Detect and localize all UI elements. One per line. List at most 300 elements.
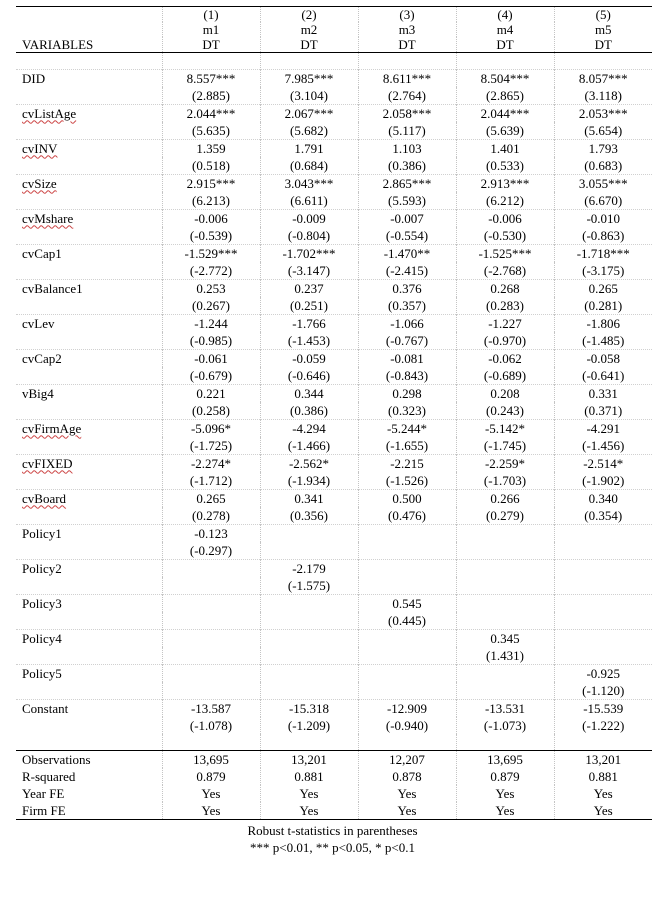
t-stat-cell — [554, 612, 652, 630]
coefficient-cell: 1.103 — [358, 140, 456, 158]
t-stat-cell: (-1.745) — [456, 437, 554, 455]
coefficient-cell: 0.340 — [554, 490, 652, 508]
t-stat-cell: (-1.725) — [162, 437, 260, 455]
t-stat-cell: (0.258) — [162, 402, 260, 420]
table-row — [16, 595, 652, 613]
t-stat-cell — [162, 682, 260, 700]
table-row — [16, 175, 652, 193]
variable-name — [16, 280, 162, 298]
coefficient-cell: -1.529*** — [162, 245, 260, 263]
t-stat-cell — [456, 577, 554, 595]
stat-name: Observations — [16, 751, 162, 769]
coefficient-cell: -0.006 — [162, 210, 260, 228]
table-row — [16, 245, 652, 263]
stat-value: Yes — [162, 802, 260, 820]
coefficient-cell: -4.291 — [554, 420, 652, 438]
coefficient-cell — [162, 560, 260, 578]
variable-name — [16, 630, 162, 648]
variable-name — [16, 315, 162, 333]
variable-name — [16, 490, 162, 508]
table-row-tstat — [16, 192, 652, 210]
column-number: (5) — [554, 7, 652, 23]
table-row — [16, 490, 652, 508]
variable-name — [16, 455, 162, 473]
coefficient-cell — [358, 630, 456, 648]
t-stat-cell: (-2.768) — [456, 262, 554, 280]
coefficient-cell: -0.007 — [358, 210, 456, 228]
t-stat-cell: (3.104) — [260, 87, 358, 105]
empty-cell — [16, 647, 162, 665]
table-row — [16, 315, 652, 333]
empty-cell — [16, 367, 162, 385]
coefficient-cell: 2.865*** — [358, 175, 456, 193]
stat-name: Firm FE — [16, 802, 162, 820]
t-stat-cell: (5.654) — [554, 122, 652, 140]
coefficient-cell: -13.587 — [162, 700, 260, 718]
model-name: m3 — [358, 22, 456, 37]
model-name: m1 — [162, 22, 260, 37]
spacer-row — [16, 53, 652, 70]
empty-cell — [16, 682, 162, 700]
t-stat-cell: (-0.539) — [162, 227, 260, 245]
coefficient-cell: -5.142* — [456, 420, 554, 438]
t-stat-cell: (0.278) — [162, 507, 260, 525]
table-row — [16, 350, 652, 368]
t-stat-cell — [358, 682, 456, 700]
t-stat-cell: (-0.863) — [554, 227, 652, 245]
variable-name — [16, 245, 162, 263]
t-stat-cell: (-1.073) — [456, 717, 554, 734]
t-stat-cell: (-1.526) — [358, 472, 456, 490]
variable-name — [16, 385, 162, 403]
coefficient-cell: 3.055*** — [554, 175, 652, 193]
variable-name — [16, 140, 162, 158]
t-stat-cell — [260, 612, 358, 630]
coefficient-cell: 8.557*** — [162, 70, 260, 88]
t-stat-cell: (1.431) — [456, 647, 554, 665]
t-stat-cell: (0.371) — [554, 402, 652, 420]
t-stat-cell — [260, 542, 358, 560]
model-name: m4 — [456, 22, 554, 37]
coefficient-cell: -0.081 — [358, 350, 456, 368]
coefficient-cell — [456, 665, 554, 683]
coefficient-cell: -0.010 — [554, 210, 652, 228]
header-empty-cell — [16, 7, 162, 23]
table-row — [16, 70, 652, 88]
table-row — [16, 700, 652, 718]
coefficient-cell — [162, 595, 260, 613]
coefficient-cell — [554, 630, 652, 648]
coefficient-cell: 1.359 — [162, 140, 260, 158]
t-stat-cell: (5.682) — [260, 122, 358, 140]
t-stat-cell: (0.518) — [162, 157, 260, 175]
t-stat-cell: (2.764) — [358, 87, 456, 105]
variable-name — [16, 700, 162, 718]
empty-cell — [16, 577, 162, 595]
coefficient-cell: 2.053*** — [554, 105, 652, 123]
coefficient-cell: -1.766 — [260, 315, 358, 333]
coefficient-cell — [456, 560, 554, 578]
coefficient-cell — [162, 630, 260, 648]
t-stat-cell: (-1.575) — [260, 577, 358, 595]
variable-label: Constant — [22, 700, 69, 716]
stat-value: 0.879 — [162, 768, 260, 785]
coefficient-cell: -1.806 — [554, 315, 652, 333]
t-stat-cell: (0.323) — [358, 402, 456, 420]
header-row-numbers — [16, 7, 652, 23]
t-stat-cell: (-1.120) — [554, 682, 652, 700]
t-stat-cell: (-3.175) — [554, 262, 652, 280]
t-stat-cell: (-0.689) — [456, 367, 554, 385]
variable-name — [16, 350, 162, 368]
stat-value: 12,207 — [358, 751, 456, 769]
variable-label: cvLev — [22, 315, 55, 331]
variable-name — [16, 175, 162, 193]
t-stat-cell: (-1.485) — [554, 332, 652, 350]
table-row-tstat — [16, 157, 652, 175]
spacer-row — [16, 734, 652, 751]
t-stat-cell: (0.356) — [260, 507, 358, 525]
variable-name — [16, 70, 162, 88]
coefficient-cell — [260, 665, 358, 683]
coefficient-cell: -2.215 — [358, 455, 456, 473]
table-row-tstat — [16, 542, 652, 560]
variable-label: cvCap2 — [22, 350, 62, 366]
t-stat-cell: (-1.703) — [456, 472, 554, 490]
header-row-depvars — [16, 37, 652, 53]
variable-label: cvBoard — [22, 490, 67, 506]
t-stat-cell: (-0.679) — [162, 367, 260, 385]
table-row — [16, 385, 652, 403]
t-stat-cell: (-1.456) — [554, 437, 652, 455]
table-row — [16, 280, 652, 298]
empty-cell — [16, 437, 162, 455]
t-stat-cell: (-0.554) — [358, 227, 456, 245]
t-stat-cell: (0.279) — [456, 507, 554, 525]
variable-label: cvFirmAge — [22, 420, 82, 436]
table-row — [16, 560, 652, 578]
coefficient-cell: 2.913*** — [456, 175, 554, 193]
empty-cell — [16, 717, 162, 734]
t-stat-cell: (0.243) — [456, 402, 554, 420]
header-empty-cell — [16, 22, 162, 37]
stat-value: 13,201 — [554, 751, 652, 769]
t-stat-cell: (-1.712) — [162, 472, 260, 490]
stats-row — [16, 768, 652, 785]
table-row-tstat — [16, 297, 652, 315]
variable-label: cvFIXED — [22, 455, 73, 471]
header-row-models — [16, 22, 652, 37]
stat-value: Yes — [162, 785, 260, 802]
coefficient-cell: -12.909 — [358, 700, 456, 718]
t-stat-cell — [162, 577, 260, 595]
variable-label: cvCap1 — [22, 245, 62, 261]
empty-cell — [16, 332, 162, 350]
t-stat-cell: (-1.078) — [162, 717, 260, 734]
t-stat-cell: (2.865) — [456, 87, 554, 105]
coefficient-cell: -4.294 — [260, 420, 358, 438]
variable-label: Policy5 — [22, 665, 62, 681]
stat-value: Yes — [554, 785, 652, 802]
t-stat-cell: (-0.804) — [260, 227, 358, 245]
coefficient-cell: 1.401 — [456, 140, 554, 158]
coefficient-cell — [358, 525, 456, 543]
table-row-tstat — [16, 227, 652, 245]
coefficient-cell: 0.237 — [260, 280, 358, 298]
table-row — [16, 420, 652, 438]
t-stat-cell: (0.386) — [260, 402, 358, 420]
t-stat-cell: (0.357) — [358, 297, 456, 315]
coefficient-cell: 2.067*** — [260, 105, 358, 123]
empty-cell — [16, 262, 162, 280]
coefficient-cell: 0.253 — [162, 280, 260, 298]
stat-value: 0.881 — [260, 768, 358, 785]
empty-cell — [16, 87, 162, 105]
coefficient-cell: 2.058*** — [358, 105, 456, 123]
t-stat-cell — [456, 542, 554, 560]
table-row-tstat — [16, 507, 652, 525]
coefficient-cell: -5.244* — [358, 420, 456, 438]
coefficient-cell — [554, 525, 652, 543]
variables-label: VARIABLES — [16, 37, 162, 53]
variable-name — [16, 105, 162, 123]
table-row-tstat — [16, 367, 652, 385]
coefficient-cell: 2.044*** — [162, 105, 260, 123]
table-row — [16, 665, 652, 683]
stat-value: Yes — [260, 785, 358, 802]
table-row — [16, 140, 652, 158]
t-stat-cell: (6.212) — [456, 192, 554, 210]
table-row — [16, 455, 652, 473]
t-stat-cell: (0.445) — [358, 612, 456, 630]
coefficient-cell: 0.500 — [358, 490, 456, 508]
coefficient-cell — [554, 595, 652, 613]
stat-value: 13,695 — [456, 751, 554, 769]
column-number: (3) — [358, 7, 456, 23]
variable-label: Policy1 — [22, 525, 62, 541]
t-stat-cell — [456, 682, 554, 700]
table-row — [16, 105, 652, 123]
coefficient-cell: -1.470** — [358, 245, 456, 263]
table-row — [16, 525, 652, 543]
model-name: m2 — [260, 22, 358, 37]
table-row — [16, 210, 652, 228]
t-stat-cell: (0.533) — [456, 157, 554, 175]
t-stat-cell: (0.251) — [260, 297, 358, 315]
variable-label: Policy4 — [22, 630, 62, 646]
t-stat-cell: (-0.646) — [260, 367, 358, 385]
coefficient-cell — [162, 665, 260, 683]
coefficient-cell: -13.531 — [456, 700, 554, 718]
t-stat-cell: (6.611) — [260, 192, 358, 210]
t-stat-cell: (0.267) — [162, 297, 260, 315]
stat-value: 0.878 — [358, 768, 456, 785]
t-stat-cell: (-1.222) — [554, 717, 652, 734]
variable-name — [16, 420, 162, 438]
stats-row — [16, 802, 652, 820]
stat-value: 13,695 — [162, 751, 260, 769]
coefficient-cell: -15.539 — [554, 700, 652, 718]
table-row-tstat — [16, 437, 652, 455]
empty-cell — [16, 157, 162, 175]
variable-label: cvINV — [22, 140, 58, 156]
coefficient-cell: -5.096* — [162, 420, 260, 438]
t-stat-cell: (2.885) — [162, 87, 260, 105]
variable-name — [16, 525, 162, 543]
t-stat-cell: (-1.466) — [260, 437, 358, 455]
coefficient-cell: 2.915*** — [162, 175, 260, 193]
t-stat-cell — [554, 647, 652, 665]
coefficient-cell: -0.925 — [554, 665, 652, 683]
empty-cell — [16, 297, 162, 315]
t-stat-cell: (-1.453) — [260, 332, 358, 350]
table-row-tstat — [16, 612, 652, 630]
t-stat-cell — [260, 682, 358, 700]
t-stat-cell — [260, 647, 358, 665]
coefficient-cell: -1.525*** — [456, 245, 554, 263]
stat-value: 0.881 — [554, 768, 652, 785]
t-stat-cell: (-2.772) — [162, 262, 260, 280]
table-row-tstat — [16, 682, 652, 700]
table-row-tstat — [16, 472, 652, 490]
t-stat-cell: (0.683) — [554, 157, 652, 175]
empty-cell — [16, 507, 162, 525]
coefficient-cell: -2.274* — [162, 455, 260, 473]
t-stat-cell: (0.283) — [456, 297, 554, 315]
variable-name — [16, 665, 162, 683]
variable-label: Policy3 — [22, 595, 62, 611]
t-stat-cell: (0.476) — [358, 507, 456, 525]
t-stat-cell: (0.281) — [554, 297, 652, 315]
coefficient-cell: 0.208 — [456, 385, 554, 403]
coefficient-cell — [456, 525, 554, 543]
table-row-tstat — [16, 577, 652, 595]
t-stat-cell: (-0.530) — [456, 227, 554, 245]
coefficient-cell: 0.221 — [162, 385, 260, 403]
t-stat-cell: (0.386) — [358, 157, 456, 175]
coefficient-cell: 0.376 — [358, 280, 456, 298]
t-stat-cell: (-0.940) — [358, 717, 456, 734]
dependent-variable: DT — [456, 37, 554, 53]
coefficient-cell: 3.043*** — [260, 175, 358, 193]
coefficient-cell: 1.791 — [260, 140, 358, 158]
dependent-variable: DT — [554, 37, 652, 53]
table-row-tstat — [16, 262, 652, 280]
variable-label: vBig4 — [22, 385, 54, 401]
model-name: m5 — [554, 22, 652, 37]
coefficient-cell: 0.545 — [358, 595, 456, 613]
t-stat-cell: (-1.209) — [260, 717, 358, 734]
t-stat-cell: (-1.902) — [554, 472, 652, 490]
coefficient-cell: -2.259* — [456, 455, 554, 473]
t-stat-cell: (0.684) — [260, 157, 358, 175]
variable-label: cvMshare — [22, 210, 74, 226]
coefficient-cell: 2.044*** — [456, 105, 554, 123]
t-stat-cell: (5.117) — [358, 122, 456, 140]
coefficient-cell: -1.702*** — [260, 245, 358, 263]
coefficient-cell — [456, 595, 554, 613]
coefficient-cell: -2.179 — [260, 560, 358, 578]
coefficient-cell — [260, 525, 358, 543]
t-stat-cell: (-3.147) — [260, 262, 358, 280]
stat-value: Yes — [260, 802, 358, 820]
coefficient-cell: -1.244 — [162, 315, 260, 333]
coefficient-cell: 0.266 — [456, 490, 554, 508]
empty-cell — [16, 122, 162, 140]
coefficient-cell: -0.123 — [162, 525, 260, 543]
coefficient-cell — [260, 630, 358, 648]
t-stat-cell: (-0.970) — [456, 332, 554, 350]
t-stat-cell — [358, 542, 456, 560]
stat-value: Yes — [358, 785, 456, 802]
stat-name: Year FE — [22, 785, 65, 801]
variable-label: cvListAge — [22, 105, 77, 121]
column-number: (2) — [260, 7, 358, 23]
stat-value: 13,201 — [260, 751, 358, 769]
t-stat-cell: (-1.934) — [260, 472, 358, 490]
variable-name — [16, 560, 162, 578]
coefficient-cell: -0.061 — [162, 350, 260, 368]
stat-value: Yes — [456, 802, 554, 820]
empty-cell — [16, 542, 162, 560]
t-stat-cell: (6.670) — [554, 192, 652, 210]
table-row-tstat — [16, 332, 652, 350]
coefficient-cell: 0.345 — [456, 630, 554, 648]
table-row-tstat — [16, 647, 652, 665]
dependent-variable: DT — [260, 37, 358, 53]
table-row-tstat — [16, 402, 652, 420]
stat-value: Yes — [456, 785, 554, 802]
empty-cell — [16, 192, 162, 210]
t-stat-cell: (-0.843) — [358, 367, 456, 385]
table-row-tstat — [16, 122, 652, 140]
t-stat-cell: (-0.641) — [554, 367, 652, 385]
coefficient-cell: -2.514* — [554, 455, 652, 473]
coefficient-cell: 8.611*** — [358, 70, 456, 88]
variable-label: cvBalance1 — [22, 280, 83, 296]
stat-value: 0.879 — [456, 768, 554, 785]
column-number: (4) — [456, 7, 554, 23]
t-stat-cell — [554, 577, 652, 595]
table-row-tstat — [16, 87, 652, 105]
coefficient-cell: -1.227 — [456, 315, 554, 333]
t-stat-cell: (5.635) — [162, 122, 260, 140]
empty-cell — [16, 472, 162, 490]
stats-row — [16, 751, 652, 769]
stats-row — [16, 785, 652, 802]
stat-value: Yes — [358, 802, 456, 820]
dependent-variable: DT — [358, 37, 456, 53]
t-stat-cell — [358, 577, 456, 595]
variable-name — [16, 595, 162, 613]
coefficient-cell: 8.504*** — [456, 70, 554, 88]
coefficient-cell: 7.985*** — [260, 70, 358, 88]
coefficient-cell: -1.066 — [358, 315, 456, 333]
empty-cell — [16, 612, 162, 630]
coefficient-cell: -0.009 — [260, 210, 358, 228]
t-stat-cell: (-2.415) — [358, 262, 456, 280]
coefficient-cell: -0.058 — [554, 350, 652, 368]
t-stat-cell: (-0.985) — [162, 332, 260, 350]
coefficient-cell: 8.057*** — [554, 70, 652, 88]
t-stat-cell: (0.354) — [554, 507, 652, 525]
coefficient-cell: -1.718*** — [554, 245, 652, 263]
coefficient-cell — [554, 560, 652, 578]
coefficient-cell: 0.268 — [456, 280, 554, 298]
t-stat-cell — [554, 542, 652, 560]
coefficient-cell — [260, 595, 358, 613]
stat-name: R-squared — [22, 768, 76, 784]
